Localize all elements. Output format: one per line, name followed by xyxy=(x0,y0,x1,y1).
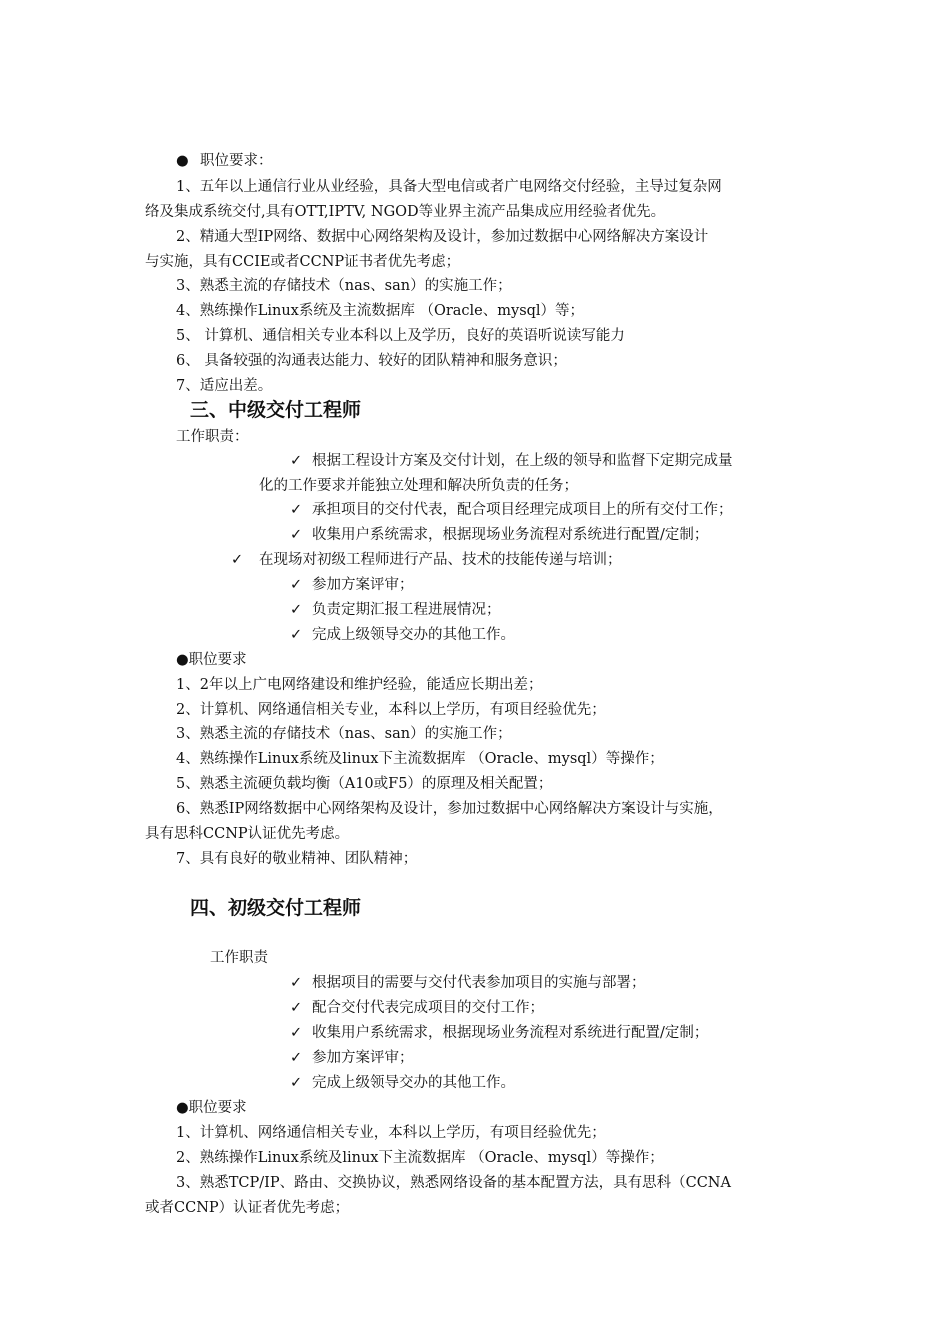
check-icon: ✓ xyxy=(231,552,244,568)
section4-title: 四、初级交付工程师 xyxy=(190,897,362,919)
check-icon: ✓ xyxy=(290,627,303,643)
check-icon: ✓ xyxy=(290,602,303,618)
requirement-line: 或者CCNP）认证者优先考虑； xyxy=(145,1200,350,1216)
duty-item: ✓ 收集用户系统需求，根据现场业务流程对系统进行配置/定制； xyxy=(290,1025,709,1041)
section3-title: 三、中级交付工程师 xyxy=(190,399,362,421)
check-icon: ✓ xyxy=(290,502,303,518)
requirement-line: 7、适应出差。 xyxy=(176,378,273,394)
check-icon: ✓ xyxy=(290,1075,303,1091)
check-icon: ✓ xyxy=(290,527,303,543)
requirement-line: 7、具有良好的敬业精神、团队精神； xyxy=(176,851,418,867)
requirement-line: 2、熟练操作Linux系统及linux下主流数据库 （Oracle、mysql）等操作； xyxy=(176,1150,664,1166)
requirement-line: 3、熟悉主流的存储技术（nas、san）的实施工作； xyxy=(176,726,512,742)
duty-item: ✓ 根据工程设计方案及交付计划，在上级的领导和监督下定期完成量 xyxy=(290,453,733,469)
check-icon: ✓ xyxy=(290,577,303,593)
section4-duty-label: 工作职责 xyxy=(210,950,268,966)
requirement-line: 4、熟练操作Linux系统及主流数据库 （Oracle、mysql）等； xyxy=(176,303,585,319)
check-icon: ✓ xyxy=(290,1025,303,1041)
duty-item: ✓ 参加方案评审； xyxy=(290,577,414,593)
requirement-line: 3、熟悉TCP/IP、路由、交换协议，熟悉网络设备的基本配置方法，具有思科（CCNA xyxy=(176,1175,731,1191)
duty-item: ✓ 承担项目的交付代表，配合项目经理完成项目上的所有交付工作； xyxy=(290,502,733,518)
check-icon: ✓ xyxy=(290,1050,303,1066)
requirement-line: 与实施，具有CCIE或者CCNP证书者优先考虑； xyxy=(145,254,461,270)
check-icon: ✓ xyxy=(290,975,303,991)
requirement-line: 2、精通大型IP网络、数据中心网络架构及设计，参加过数据中心网络解决方案设计 xyxy=(176,229,709,245)
requirement-line: 4、熟练操作Linux系统及linux下主流数据库 （Oracle、mysql）等操作； xyxy=(176,751,664,767)
requirement-line: 1、五年以上通信行业从业经验，具备大型电信或者广电网络交付经验，主导过复杂网 xyxy=(176,179,722,195)
requirement-line: 2、计算机、网络通信相关专业，本科以上学历，有项目经验优先； xyxy=(176,702,606,718)
requirement-line: 络及集成系统交付,具有OTT,IPTV, NGOD等业界主流产品集成应用经验者优先。 xyxy=(145,204,666,220)
requirement-line: 5、 计算机、通信相关专业本科以上及学历，良好的英语听说读写能力 xyxy=(176,328,625,344)
check-icon: ✓ xyxy=(290,1000,303,1016)
requirement-line: 6、 具备较强的沟通表达能力、较好的团队精神和服务意识； xyxy=(176,353,567,369)
duty-item: ✓ 完成上级领导交办的其他工作。 xyxy=(290,627,515,643)
requirement-line: 1、计算机、网络通信相关专业，本科以上学历，有项目经验优先； xyxy=(176,1125,606,1141)
requirement-line: 3、熟悉主流的存储技术（nas、san）的实施工作； xyxy=(176,278,512,294)
requirement-line: 具有思科CCNP认证优先考虑。 xyxy=(145,826,350,842)
requirement-line: 5、熟悉主流硬负载均衡（A10或F5）的原理及相关配置； xyxy=(176,776,553,792)
duty-item: ✓ 参加方案评审； xyxy=(290,1050,414,1066)
requirement-line: 1、2年以上广电网络建设和维护经验，能适应长期出差； xyxy=(176,677,543,693)
duty-item: ✓ 根据项目的需要与交付代表参加项目的实施与部署； xyxy=(290,975,646,991)
duty-item: ✓ 完成上级领导交办的其他工作。 xyxy=(290,1075,515,1091)
bullet-icon: ● xyxy=(176,153,189,169)
duty-item: ✓ 负责定期汇报工程进展情况； xyxy=(290,602,501,618)
duty-item: ✓ 配合交付代表完成项目的交付工作； xyxy=(290,1000,544,1016)
section4-requirements-label: ●职位要求 xyxy=(176,1100,247,1116)
duty-item: ✓ 在现场对初级工程师进行产品、技术的技能传递与培训； xyxy=(231,552,622,568)
requirement-line: 6、熟悉IP网络数据中心网络架构及设计，参加过数据中心网络解决方案设计与实施， xyxy=(176,801,723,817)
section3-duty-label: 工作职责： xyxy=(176,429,249,445)
check-icon: ✓ xyxy=(290,453,303,469)
duty-item-continuation: 化的工作要求并能独立处理和解决所负责的任务； xyxy=(259,478,578,494)
duty-item: ✓ 收集用户系统需求，根据现场业务流程对系统进行配置/定制； xyxy=(290,527,709,543)
section2-requirements-label: ● 职位要求： xyxy=(176,153,273,169)
section3-requirements-label: ●职位要求 xyxy=(176,652,247,668)
